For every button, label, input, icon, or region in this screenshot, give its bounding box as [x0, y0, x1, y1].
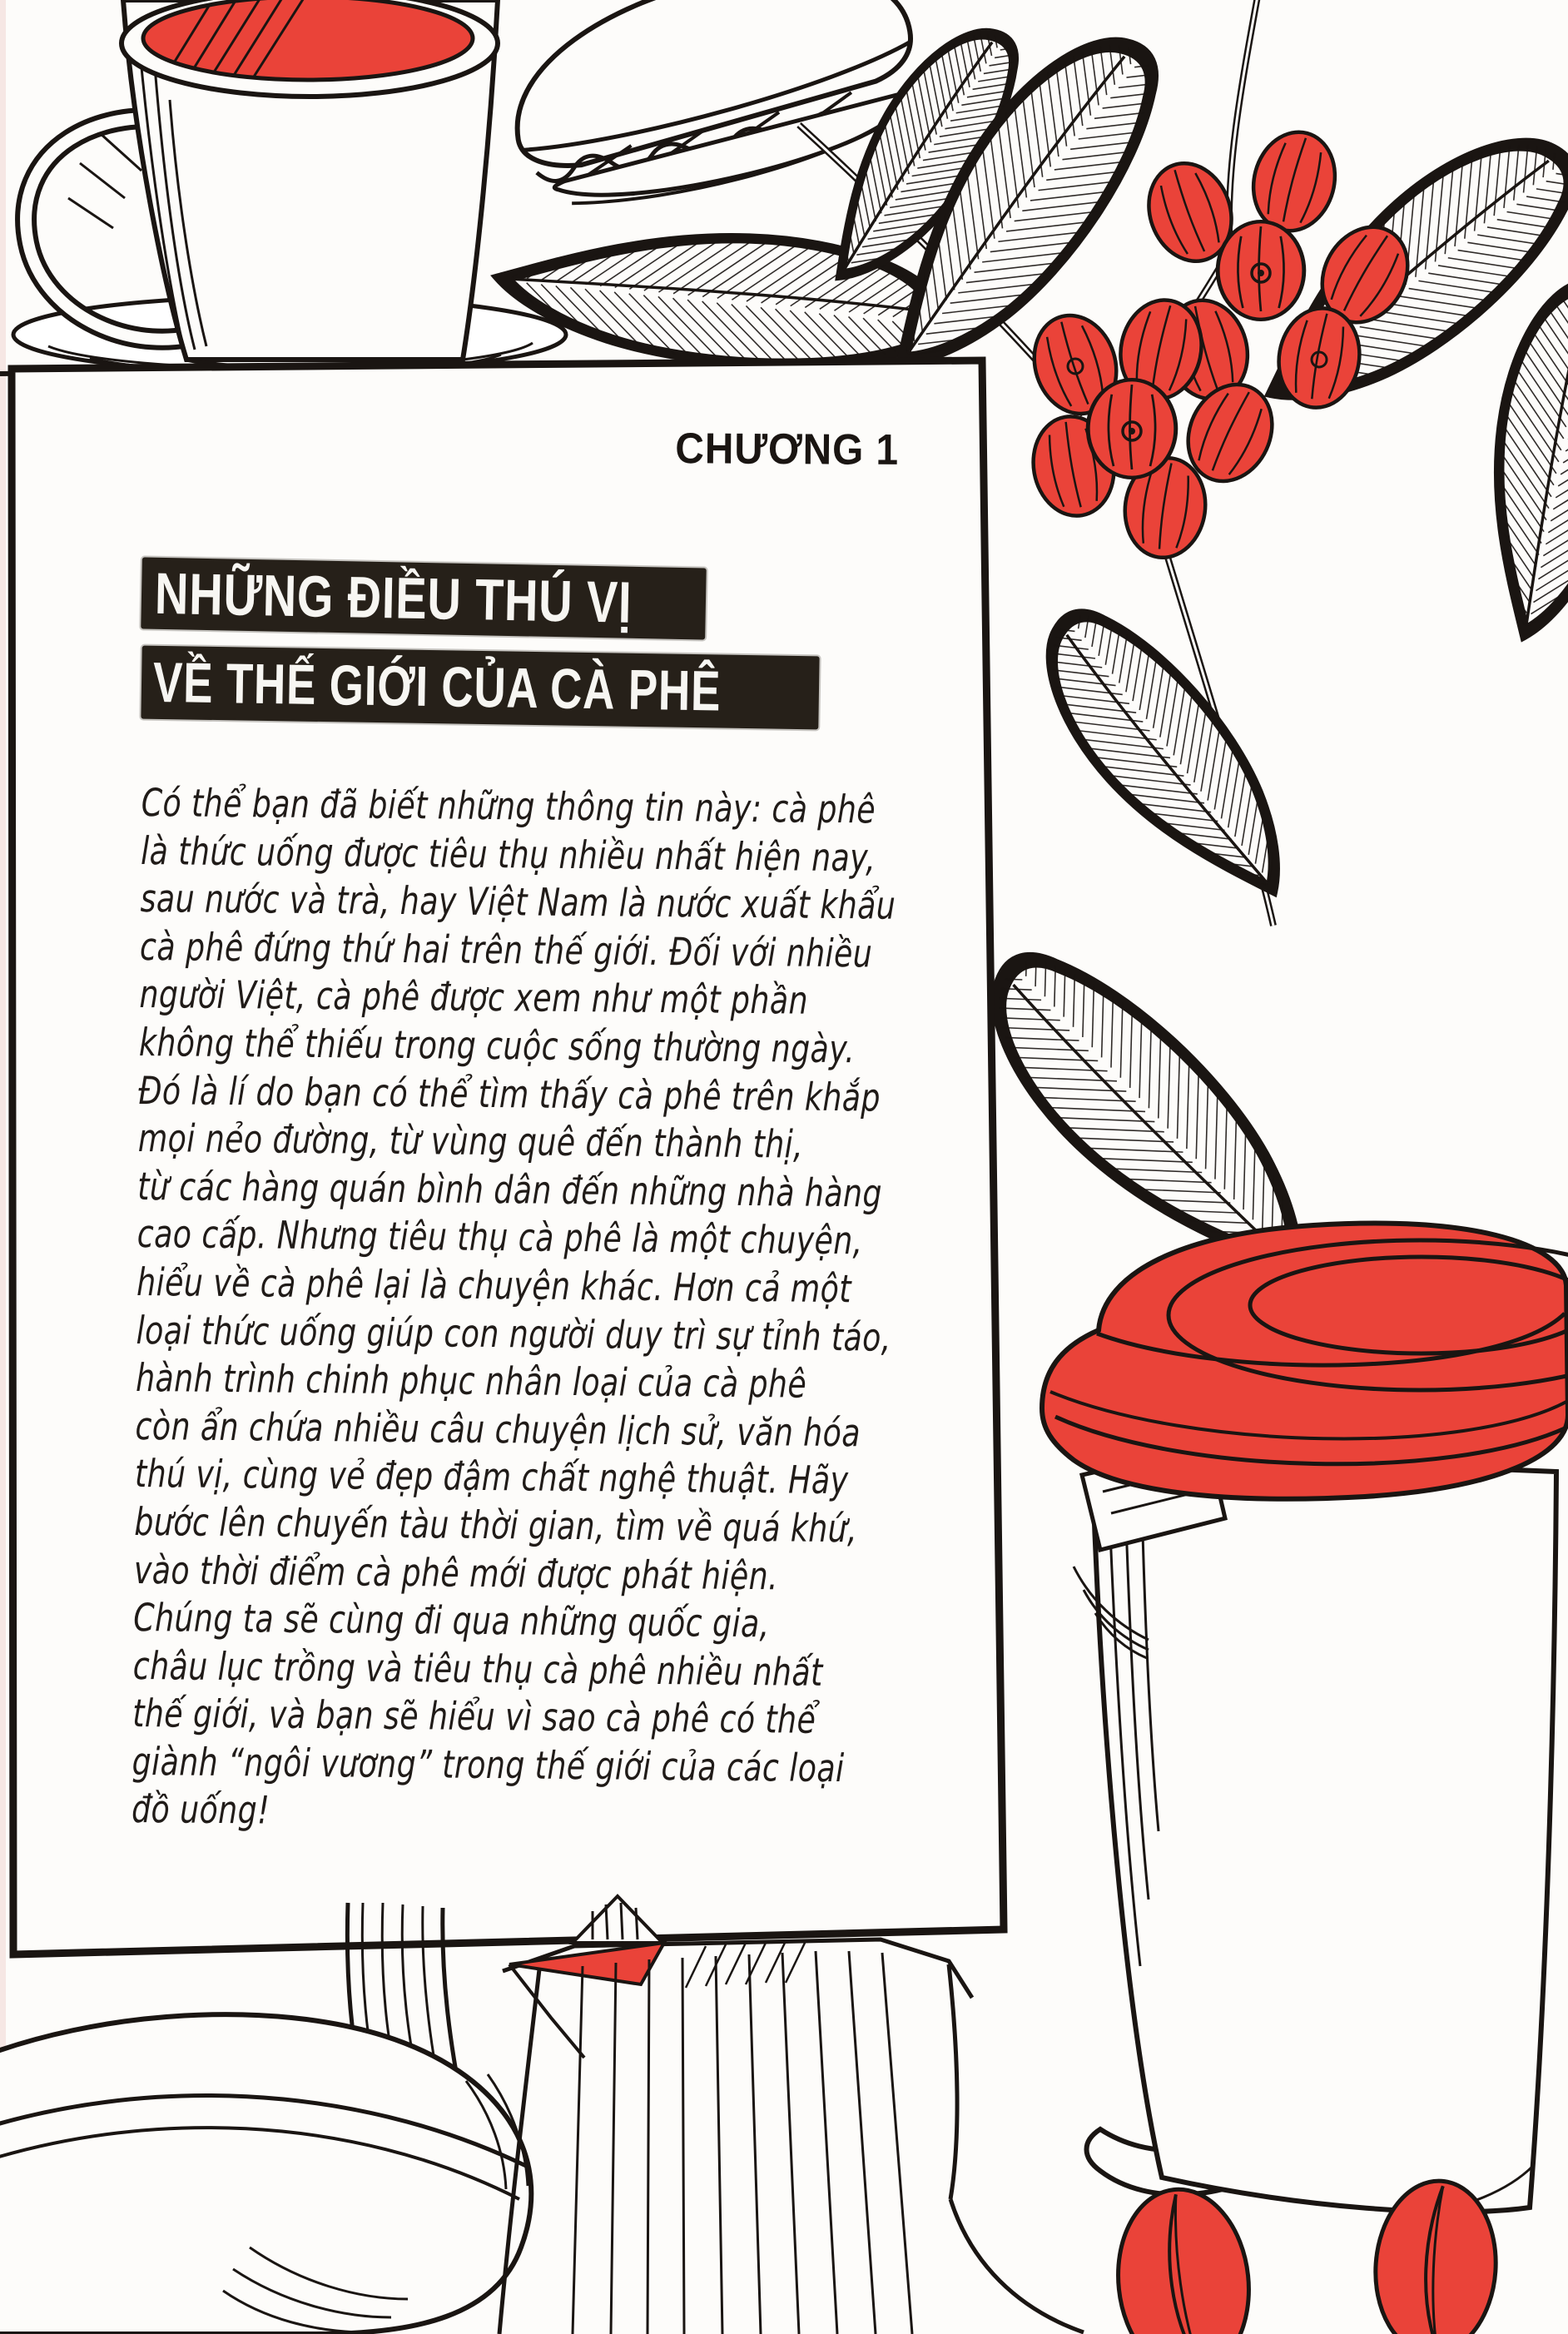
title-line-1: NHỮNG ĐIỀU THÚ VỊ [154, 560, 633, 635]
title-bar-2 [141, 646, 819, 730]
kettle-illustration [0, 1903, 531, 2334]
body-text: Có thể bạn đã biết những thông tin này: cà phê là thức uống được tiêu thụ nhiều nhất hiện nay, sau nước và trà, hay Việt Nam là nước xuất khẩu cà phê đứng thứ hai trên thế giới. Đối với nhiều người Việt, cà phê được xem như một phần không thể thiếu trong cuộc sống thường ngày. Đó là lí do bạn có thể tìm thấy cà phê trên khắp mọi nẻo đường, từ vùng quê đến thành thị, từ các hàng quán bình dân đến những nhà hàng cao cấp. Nhưng tiêu thụ cà phê là một chuyện, hiểu về cà phê lại là chuyện khác. Hơn cả một loại thức uống giúp con người duy trì sự tỉnh táo, hành trình chinh phục nhân loại của cà phê còn ẩn chứa nhiều câu chuyện lịch sử, văn hóa thú vị, cùng vẻ đẹp đậm chất nghệ thuật. Hãy bước lên chuyến tàu thời gian, tìm về quá khứ, vào thời điểm cà phê mới được phát hiện. Chúng ta sẽ cùng đi qua những quốc gia, châu lục trồng và tiêu thụ cà phê nhiều nhất thế giới, và bạn sẽ hiểu vì sao cà phê có thể giành “ngôi vương” trong thế giới của các loại đồ uống! [131, 779, 896, 1834]
page-edge-shadow [0, 0, 6, 2334]
coffee-mug-illustration [13, 0, 566, 376]
chapter-label: CHƯƠNG 1 [675, 425, 900, 474]
takeaway-cup-illustration [1042, 1223, 1568, 2216]
title-bar-1 [141, 558, 707, 640]
title-line-2: VỀ THẾ GIỚI CỦA CÀ PHÊ [152, 650, 722, 723]
coffee-cherry-cluster [1022, 292, 1288, 563]
leaf-icon [989, 543, 1340, 949]
